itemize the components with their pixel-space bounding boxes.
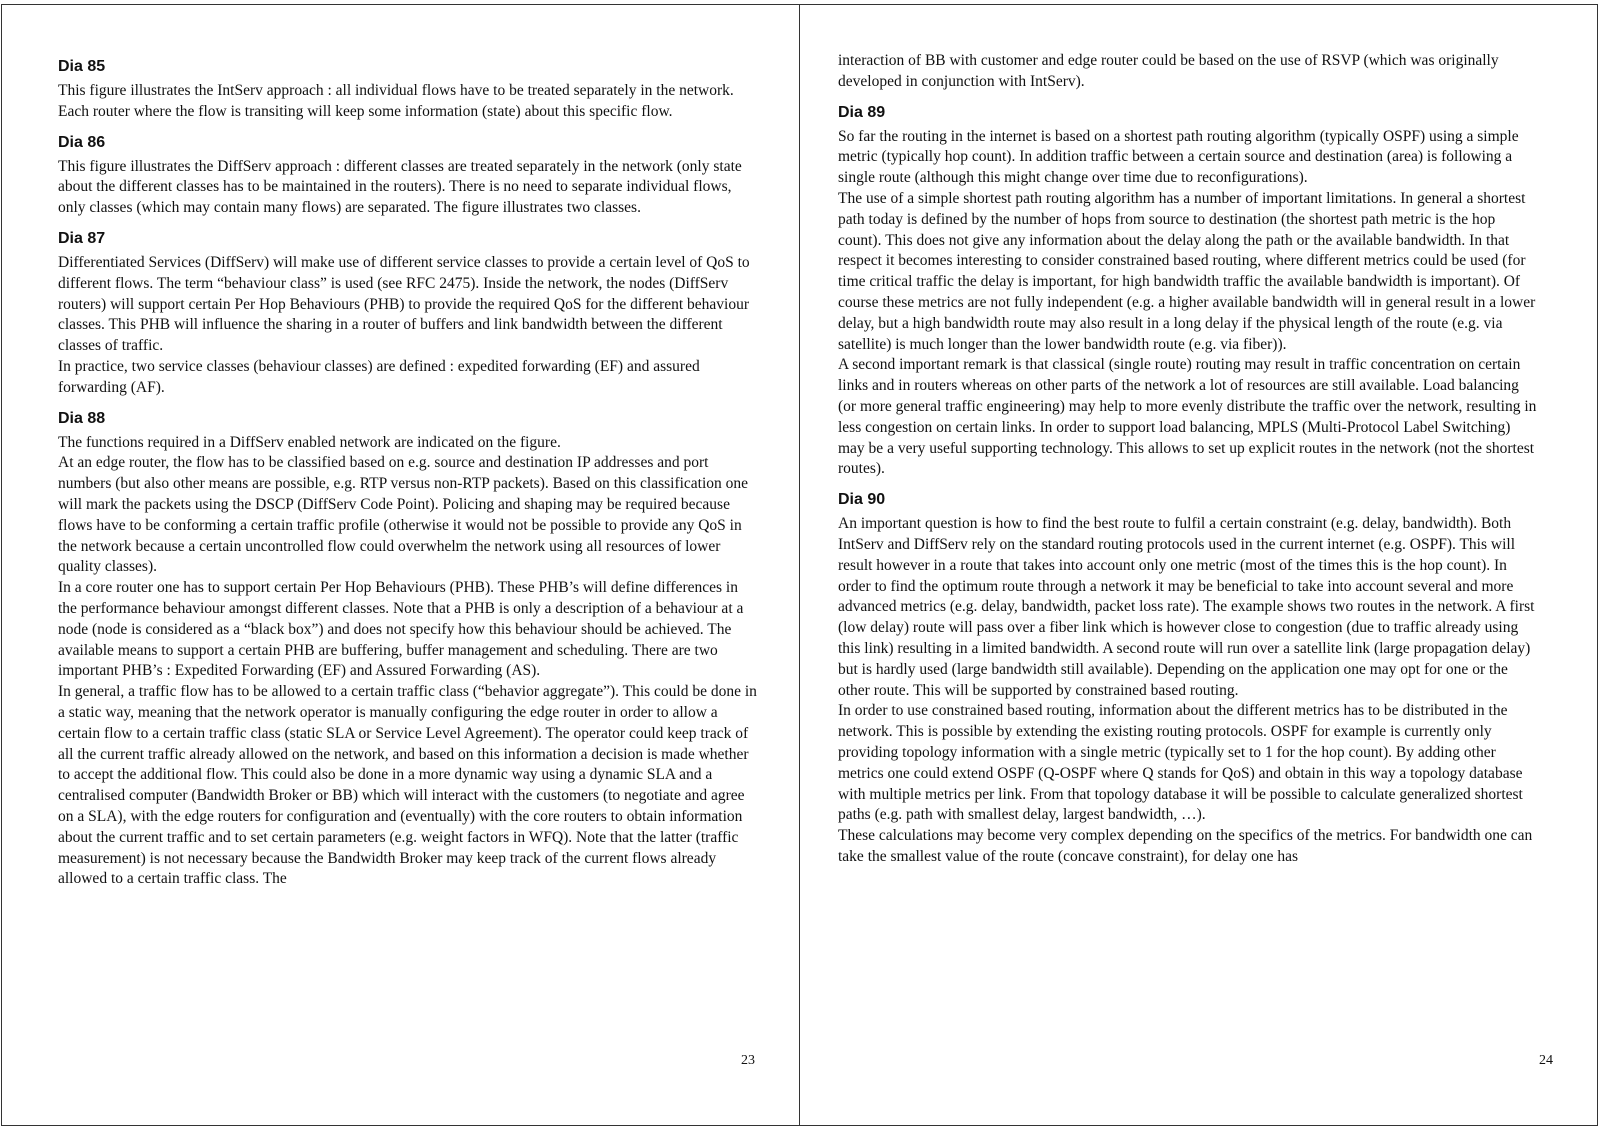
paragraph: In order to use constrained based routing, information about the different metrics has to be distributed in the network. This is possible by extending the existing routing protocols. OSPF for example is currently only providing topology information with a single metric (typically set to 1 for the hop count). By adding other metrics one could extend OSPF (Q-OSPF where Q stands for QoS) and obtain in this way a topology database with multiple metrics per link. From that topology database it will be possible to calculate generalized shortest paths (e.g. path with smallest delay, largest bandwidth, …).: [838, 702, 1523, 824]
section-dia-89: [838, 103, 1538, 481]
paragraph: In practice, two service classes (behaviour classes) are defined : expedited forwarding (EF) and assured forwarding (AF).: [58, 357, 700, 396]
section-heading: Dia 86: [58, 133, 106, 151]
paragraph: At an edge router, the flow has to be classified based on e.g. source and destination IP addresses and port numbers (but also other means are possible, e.g. RTP versus non-RTP packets). Based on this classification one will mark the packets using the DSCP (DiffServ Code Point). Policing and shaping may be required because flows have to be conforming a certain traffic profile (otherwise it would not be possible to provide any QoS in the network because a certain uncontrolled flow could overwhelm the network using all resources of lower quality classes).: [58, 454, 749, 576]
left-page-content: [58, 51, 758, 900]
section-continuation: [838, 51, 1538, 93]
section-dia-86: [58, 133, 758, 219]
right-page: [800, 4, 1598, 1126]
section-dia-90: [838, 490, 1538, 868]
paragraph: interaction of BB with customer and edge router could be based on the use of RSVP (which was originally developed in conjunction with IntServ).: [838, 52, 1499, 90]
section-heading: Dia 89: [838, 103, 886, 121]
left-page: [1, 4, 800, 1126]
paragraph: This figure illustrates the DiffServ approach : different classes are treated separately in the network (only state about the different classes has to be maintained in the routers). There is no need to separate individual flows, only classes (which may contain many flows) are separated. The figure illustrates two classes.: [58, 157, 742, 217]
paragraph: The use of a simple shortest path routing algorithm has a number of important limitations. In general a shortest path today is defined by the number of hops from source to destination (the shortest path metric is the hop count). This does not give any information about the delay along the path or the available bandwidth. In that respect it becomes interesting to consider constrained based routing, where different metrics could be used (for time critical traffic the delay is important, for high bandwidth traffic the available bandwidth is important). Of course these metrics are not fully independent (e.g. a higher available bandwidth will in general result in a lower delay, but a high bandwidth route may also result in a long delay if the physical length of the route (e.g. via satellite) is much longer than the lower bandwidth route (e.g. via fiber)).: [838, 189, 1536, 353]
section-dia-87: [58, 229, 758, 399]
paragraph: The functions required in a DiffServ enabled network are indicated on the figure.: [58, 433, 561, 451]
page-number: 24: [1539, 1053, 1553, 1068]
section-dia-88: [58, 409, 758, 891]
paragraph: This figure illustrates the IntServ approach : all individual flows have to be treated separately in the network. Each router where the flow is transiting will keep some information (state) about this specific flow.: [58, 82, 734, 120]
section-heading: Dia 88: [58, 409, 106, 427]
paragraph: So far the routing in the internet is based on a shortest path routing algorithm (typically OSPF) using a simple metric (typically hop count). In addition traffic between a certain source and destination (area) is following a single route (although this might change over time due to reconfigurations).: [838, 127, 1519, 187]
paragraph: A second important remark is that classical (single route) routing may result in traffic concentration on certain links and in routers whereas on other parts of the network a lot of resources are still available. Load balancing (or more general traffic engineering) may help to more evenly distribute the traffic over the network, resulting in less congestion on certain links. In order to support load balancing, MPLS (Multi-Protocol Label Switching) may be a very useful supporting technology. This allows to set up explicit routes in the network (not the shortest routes).: [838, 356, 1537, 478]
paragraph: An important question is how to find the best route to fulfil a certain constraint (e.g. delay, bandwidth). Both IntServ and DiffServ rely on the standard routing protocols used in the current internet (e.g. OSPF). This will result however in a route that takes into account only one metric (most of the times this is the hop count). In order to find the optimum route through a network it may be beneficial to take into account several and more advanced metrics (e.g. delay, bandwidth, packet loss rate). The example shows two routes in the network. A first (low delay) route will pass over a fiber link which is however close to congestion (due to traffic already using this link) resulting in a limited bandwidth. A second route will run over a satellite link (large propagation delay) but is hardly used (large bandwidth still available). Depending on the application one may opt for one or the other route. This will be supported by constrained based routing.: [838, 515, 1535, 699]
page-number: 23: [741, 1053, 755, 1068]
paragraph: These calculations may become very complex depending on the specifics of the metrics. For bandwidth one can take the smallest value of the route (concave constraint), for delay one has: [838, 827, 1533, 865]
right-page-content: [838, 51, 1538, 878]
paragraph: In general, a traffic flow has to be allowed to a certain traffic class (“behavior aggregate”). This could be done in a static way, meaning that the network operator is manually configuring the edge router in order to allow a certain flow to a certain traffic class (static SLA or Service Level Agreement). The operator could keep track of all the current traffic already allowed on the network, and based on this information a decision is made whether to accept the additional flow. This could also be done in a more dynamic way using a dynamic SLA and a centralised computer (Bandwidth Broker or BB) which will interact with the customers (to negotiate and agree on a SLA), with the edge routers for configuration and (eventually) with the core routers to obtain information about the current traffic and to set certain parameters (e.g. weight factors in WFQ). Note that the latter (traffic measurement) is not necessary because the Bandwidth Broker may keep track of the current flows already allowed to a certain traffic class. The: [58, 683, 757, 888]
section-heading: Dia 85: [58, 58, 106, 75]
section-heading: Dia 90: [838, 491, 886, 509]
section-dia-85: [58, 57, 758, 123]
paragraph: In a core router one has to support certain Per Hop Behaviours (PHB). These PHB’s will define differences in the performance behaviour amongst different classes. Note that a PHB is only a description of a behaviour at a node (node is considered as a “black box”) and does not specify how this behaviour should be achieved. The available means to support a certain PHB are buffering, buffer management and scheduling. There are two important PHB’s : Expedited Forwarding (EF) and Assured Forwarding (AS).: [58, 579, 744, 680]
paragraph: Differentiated Services (DiffServ) will make use of different service classes to provide a certain level of QoS to different flows. The term “behaviour class” is used (see RFC 2475). Inside the network, the nodes (DiffServ routers) will support certain Per Hop Behaviours (PHB) to provide the required QoS for the different behaviour classes. This PHB will influence the sharing in a router of buffers and link bandwidth between the different classes of traffic.: [58, 253, 750, 355]
section-heading: Dia 87: [58, 229, 106, 247]
